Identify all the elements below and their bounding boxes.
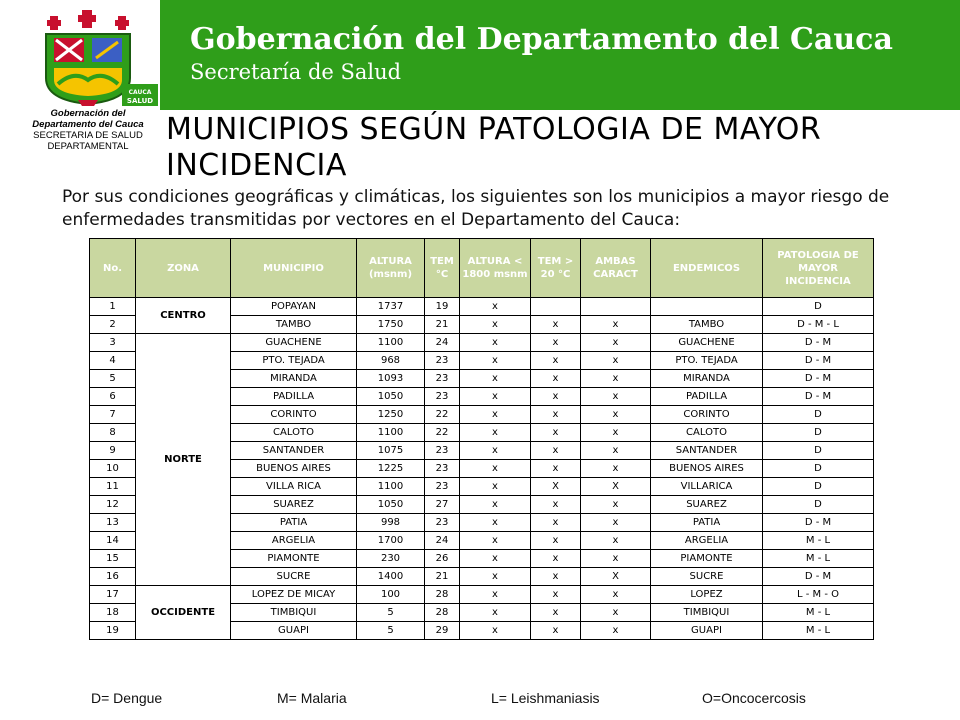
logo-caption-line3: SECRETARIA DE SALUD	[33, 130, 143, 141]
cell-patologia: M - L	[763, 550, 874, 568]
cell-altura-1800: x	[460, 478, 531, 496]
col-header-zona: ZONA	[136, 239, 231, 298]
cell-municipio: MIRANDA	[231, 370, 357, 388]
cell-municipio: PIAMONTE	[231, 550, 357, 568]
cell-patologia: M - L	[763, 532, 874, 550]
cell-altura: 968	[357, 352, 425, 370]
cell-municipio: CORINTO	[231, 406, 357, 424]
cell-no: 9	[90, 442, 136, 460]
cell-altura: 1050	[357, 496, 425, 514]
cell-tem-20: x	[531, 532, 581, 550]
cell-ambas: x	[581, 388, 651, 406]
cell-ambas: x	[581, 406, 651, 424]
cell-patologia: D	[763, 460, 874, 478]
legend-malaria: M= Malaria	[277, 690, 347, 706]
cell-endemicos: PTO. TEJADA	[651, 352, 763, 370]
cell-patologia: M - L	[763, 622, 874, 640]
cell-tem: 23	[425, 388, 460, 406]
cell-altura-1800: x	[460, 316, 531, 334]
cell-tem: 23	[425, 460, 460, 478]
cell-altura: 5	[357, 622, 425, 640]
cell-no: 18	[90, 604, 136, 622]
cell-patologia: D	[763, 424, 874, 442]
table-row	[90, 298, 874, 316]
cell-tem: 24	[425, 532, 460, 550]
cell-altura-1800: x	[460, 352, 531, 370]
cell-altura-1800: x	[460, 496, 531, 514]
cell-ambas: x	[581, 586, 651, 604]
cell-altura: 1093	[357, 370, 425, 388]
cell-no: 11	[90, 478, 136, 496]
cell-municipio: TAMBO	[231, 316, 357, 334]
cell-tem-20: x	[531, 514, 581, 532]
cell-endemicos: CALOTO	[651, 424, 763, 442]
cell-tem: 23	[425, 514, 460, 532]
cell-ambas: x	[581, 514, 651, 532]
cell-endemicos: VILLARICA	[651, 478, 763, 496]
cell-tem: 26	[425, 550, 460, 568]
cell-altura-1800: x	[460, 460, 531, 478]
cell-patologia: D	[763, 442, 874, 460]
cell-tem: 28	[425, 604, 460, 622]
col-header-altura: ALTURA (msnm)	[357, 239, 425, 298]
cell-patologia: D	[763, 496, 874, 514]
logo-caption-line1: Gobernación del	[50, 108, 126, 119]
cell-altura-1800: x	[460, 442, 531, 460]
cell-altura: 1225	[357, 460, 425, 478]
col-header-tem: TEM °C	[425, 239, 460, 298]
cell-no: 6	[90, 388, 136, 406]
cell-tem: 23	[425, 478, 460, 496]
cell-patologia: D	[763, 298, 874, 316]
intro-paragraph: Por sus condiciones geográficas y climáticas, los siguientes son los municipios a mayor riesgo de enfermedades transmitidas por vectores en el Departamento del Cauca:	[62, 187, 890, 230]
cell-tem-20: x	[531, 550, 581, 568]
cell-patologia: D - M	[763, 514, 874, 532]
cauca-logo	[38, 8, 158, 110]
cell-no: 13	[90, 514, 136, 532]
table-header-row	[90, 239, 874, 298]
logo-caption	[14, 108, 162, 152]
header-subtitle: Secretaría de Salud	[190, 60, 402, 84]
cell-endemicos: PADILLA	[651, 388, 763, 406]
cell-endemicos: ARGELIA	[651, 532, 763, 550]
cell-municipio: VILLA RICA	[231, 478, 357, 496]
cell-tem: 29	[425, 622, 460, 640]
cell-tem: 27	[425, 496, 460, 514]
cell-no: 17	[90, 586, 136, 604]
legend-leishmaniasis: L= Leishmaniasis	[491, 690, 600, 706]
col-header-altura-1800: ALTURA < 1800 msnm	[460, 239, 531, 298]
cell-ambas: x	[581, 424, 651, 442]
cell-altura: 1100	[357, 424, 425, 442]
cell-patologia: L - M - O	[763, 586, 874, 604]
cell-tem-20: x	[531, 586, 581, 604]
cell-altura: 230	[357, 550, 425, 568]
col-header-ambas: AMBAS CARACT	[581, 239, 651, 298]
cell-tem-20: x	[531, 568, 581, 586]
cell-endemicos: GUAPI	[651, 622, 763, 640]
cell-ambas: x	[581, 442, 651, 460]
cell-altura: 1700	[357, 532, 425, 550]
cell-patologia: D - M	[763, 370, 874, 388]
cell-altura: 1100	[357, 334, 425, 352]
cell-ambas: x	[581, 622, 651, 640]
cell-ambas: X	[581, 568, 651, 586]
cell-no: 14	[90, 532, 136, 550]
cell-no: 7	[90, 406, 136, 424]
cell-ambas: x	[581, 460, 651, 478]
patologia-table	[89, 238, 874, 640]
cell-tem-20: X	[531, 478, 581, 496]
coat-of-arms-icon	[38, 8, 158, 110]
cell-endemicos: LOPEZ	[651, 586, 763, 604]
cell-altura: 1400	[357, 568, 425, 586]
cell-municipio: GUACHENE	[231, 334, 357, 352]
cell-municipio: POPAYAN	[231, 298, 357, 316]
cell-altura-1800: x	[460, 622, 531, 640]
cell-municipio: GUAPI	[231, 622, 357, 640]
cell-tem-20: x	[531, 496, 581, 514]
cell-municipio: ARGELIA	[231, 532, 357, 550]
cell-tem: 24	[425, 334, 460, 352]
cell-altura-1800: x	[460, 424, 531, 442]
cell-ambas: x	[581, 334, 651, 352]
cell-endemicos: TAMBO	[651, 316, 763, 334]
cell-no: 12	[90, 496, 136, 514]
cell-altura: 1250	[357, 406, 425, 424]
cell-endemicos: SANTANDER	[651, 442, 763, 460]
cell-municipio: TIMBIQUI	[231, 604, 357, 622]
cell-endemicos: PIAMONTE	[651, 550, 763, 568]
cell-endemicos: SUCRE	[651, 568, 763, 586]
cell-tem: 23	[425, 370, 460, 388]
cell-altura-1800: x	[460, 334, 531, 352]
cell-endemicos: BUENOS AIRES	[651, 460, 763, 478]
cell-tem-20: x	[531, 424, 581, 442]
cell-altura-1800: x	[460, 298, 531, 316]
cell-tem-20: x	[531, 622, 581, 640]
cell-no: 16	[90, 568, 136, 586]
logo-badge-text: CAUCA	[128, 89, 152, 96]
cell-no: 10	[90, 460, 136, 478]
cell-municipio: SUAREZ	[231, 496, 357, 514]
cell-no: 3	[90, 334, 136, 352]
table-body	[90, 298, 874, 640]
cell-patologia: D - M - L	[763, 316, 874, 334]
cell-zona: CENTRO	[136, 298, 231, 334]
cell-tem-20: x	[531, 352, 581, 370]
cell-endemicos: PATIA	[651, 514, 763, 532]
cell-ambas	[581, 298, 651, 316]
cell-altura: 1737	[357, 298, 425, 316]
cell-patologia: D - M	[763, 352, 874, 370]
cell-altura-1800: x	[460, 388, 531, 406]
cell-municipio: PTO. TEJADA	[231, 352, 357, 370]
cell-altura-1800: x	[460, 568, 531, 586]
cell-patologia: M - L	[763, 604, 874, 622]
header-banner	[160, 0, 960, 110]
cell-no: 5	[90, 370, 136, 388]
cell-ambas: x	[581, 496, 651, 514]
cell-altura-1800: x	[460, 532, 531, 550]
cell-patologia: D	[763, 478, 874, 496]
logo-caption-line2: Departamento del Cauca	[32, 119, 144, 130]
cell-altura-1800: x	[460, 370, 531, 388]
cell-tem-20: x	[531, 442, 581, 460]
cell-municipio: BUENOS AIRES	[231, 460, 357, 478]
cell-tem-20: x	[531, 604, 581, 622]
legend-dengue: D= Dengue	[91, 690, 163, 706]
cell-endemicos: MIRANDA	[651, 370, 763, 388]
cell-endemicos: CORINTO	[651, 406, 763, 424]
cell-altura: 1750	[357, 316, 425, 334]
table-row	[90, 334, 874, 352]
cell-tem: 22	[425, 406, 460, 424]
cell-altura: 100	[357, 586, 425, 604]
cell-tem: 21	[425, 568, 460, 586]
cell-tem: 23	[425, 442, 460, 460]
cell-tem: 22	[425, 424, 460, 442]
cell-altura: 1075	[357, 442, 425, 460]
cell-tem-20: x	[531, 406, 581, 424]
cell-altura: 998	[357, 514, 425, 532]
cell-ambas: x	[581, 532, 651, 550]
svg-text:SALUD: SALUD	[126, 97, 154, 105]
cell-zona: OCCIDENTE	[136, 586, 231, 640]
cell-altura-1800: x	[460, 514, 531, 532]
col-header-endemicos: ENDEMICOS	[651, 239, 763, 298]
cell-ambas: x	[581, 370, 651, 388]
cell-endemicos: TIMBIQUI	[651, 604, 763, 622]
cell-ambas: X	[581, 478, 651, 496]
cell-altura-1800: x	[460, 406, 531, 424]
cell-tem-20: x	[531, 388, 581, 406]
cell-municipio: LOPEZ DE MICAY	[231, 586, 357, 604]
logo-caption-line4: DEPARTAMENTAL	[47, 141, 129, 152]
cell-ambas: x	[581, 604, 651, 622]
cell-no: 19	[90, 622, 136, 640]
cell-tem-20: x	[531, 370, 581, 388]
cell-zona: NORTE	[136, 334, 231, 586]
cell-tem: 28	[425, 586, 460, 604]
cell-patologia: D - M	[763, 334, 874, 352]
cell-no: 15	[90, 550, 136, 568]
col-header-patologia: PATOLOGIA DE MAYOR INCIDENCIA	[763, 239, 874, 298]
cell-tem-20: x	[531, 334, 581, 352]
cell-altura-1800: x	[460, 550, 531, 568]
cell-ambas: x	[581, 316, 651, 334]
cell-ambas: x	[581, 550, 651, 568]
page-title: MUNICIPIOS SEGÚN PATOLOGIA DE MAYOR INCIDENCIA	[166, 112, 822, 183]
cell-tem: 21	[425, 316, 460, 334]
legend-oncocercosis: O=Oncocercosis	[702, 690, 806, 706]
cell-tem-20	[531, 298, 581, 316]
cell-altura: 1100	[357, 478, 425, 496]
cell-altura: 5	[357, 604, 425, 622]
cell-no: 4	[90, 352, 136, 370]
cell-tem: 19	[425, 298, 460, 316]
table-row	[90, 586, 874, 604]
cell-municipio: CALOTO	[231, 424, 357, 442]
cell-endemicos: GUACHENE	[651, 334, 763, 352]
cell-no: 2	[90, 316, 136, 334]
cell-tem-20: x	[531, 316, 581, 334]
header-title: Gobernación del Departamento del Cauca	[190, 22, 893, 57]
col-header-tem-20: TEM > 20 °C	[531, 239, 581, 298]
cell-endemicos	[651, 298, 763, 316]
cell-municipio: SANTANDER	[231, 442, 357, 460]
cell-municipio: SUCRE	[231, 568, 357, 586]
cell-ambas: x	[581, 352, 651, 370]
cell-municipio: PADILLA	[231, 388, 357, 406]
cell-tem: 23	[425, 352, 460, 370]
cell-patologia: D	[763, 406, 874, 424]
cell-no: 8	[90, 424, 136, 442]
cell-altura-1800: x	[460, 604, 531, 622]
cell-tem-20: x	[531, 460, 581, 478]
cell-patologia: D - M	[763, 388, 874, 406]
cell-altura: 1050	[357, 388, 425, 406]
cell-endemicos: SUAREZ	[651, 496, 763, 514]
col-header-municipio: MUNICIPIO	[231, 239, 357, 298]
cell-municipio: PATIA	[231, 514, 357, 532]
cell-no: 1	[90, 298, 136, 316]
cell-altura-1800: x	[460, 586, 531, 604]
cell-patologia: D - M	[763, 568, 874, 586]
col-header-no: No.	[90, 239, 136, 298]
